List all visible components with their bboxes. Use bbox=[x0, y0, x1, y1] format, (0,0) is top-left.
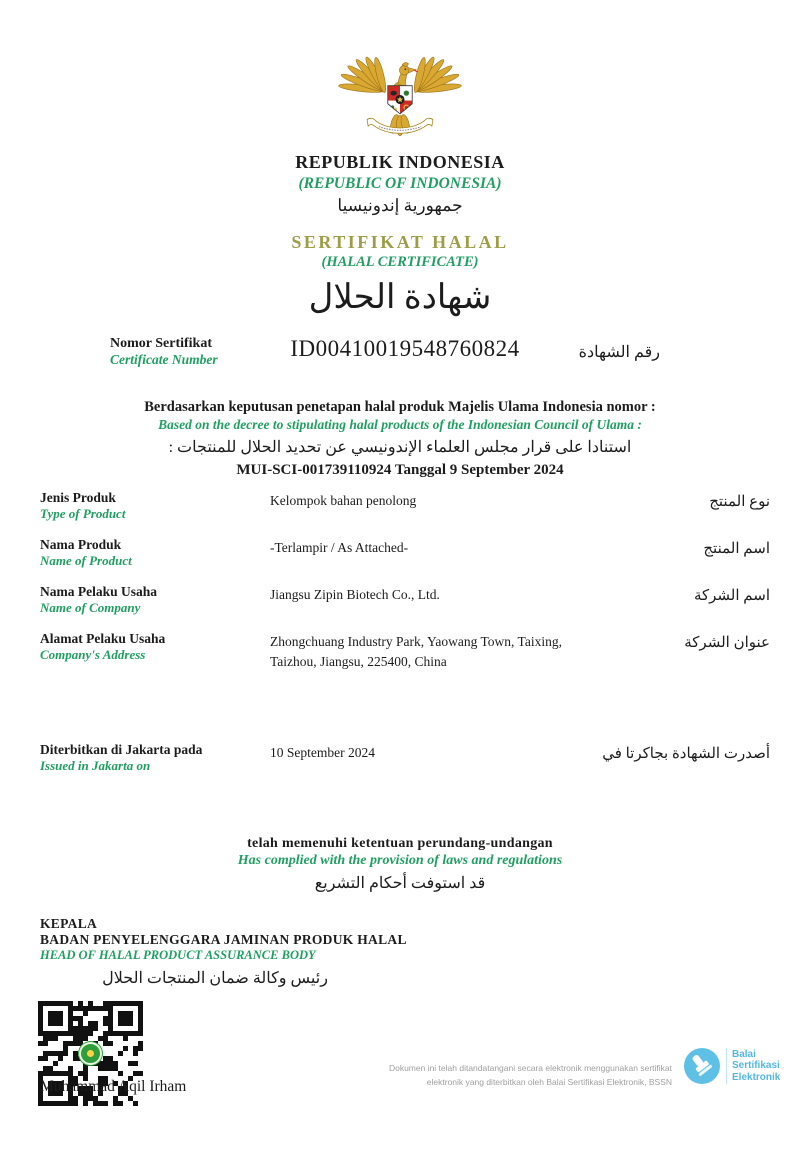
field-label bbox=[40, 631, 270, 671]
country-name: REPUBLIK INDONESIA bbox=[295, 152, 505, 172]
compliance-line-id: telah memenuhi ketentuan perundang-undangan bbox=[247, 836, 553, 851]
field-value: -Terlampir / As Attached- bbox=[270, 540, 409, 555]
field-label-ar: اسم الشركة bbox=[693, 588, 770, 604]
bse-logo-line: Elektronik bbox=[732, 1071, 781, 1083]
certificate-number-value: ID00410019548760824 bbox=[290, 336, 520, 361]
field-row-product-type bbox=[0, 490, 800, 522]
decree-number-line: MUI-SCI-001739110924 Tanggal 9 September 2024 bbox=[236, 462, 564, 478]
decree-line-ar: استنادا على قرار مجلس العلماء الإندونيسي عن تحديد الحلال للمنتجات : bbox=[168, 439, 632, 456]
field-row-company-name bbox=[0, 584, 800, 616]
certificate-title: SERTIFIKAT HALAL bbox=[291, 232, 509, 252]
field-value: Kelompok bahan penolong bbox=[270, 493, 417, 508]
signatory-title-2: BADAN PENYELENGGARA JAMINAN PRODUK HALAL bbox=[40, 932, 407, 947]
halal-logo-in-qr bbox=[79, 1042, 102, 1065]
field-label bbox=[40, 490, 270, 522]
field-label-id: Nama Produk bbox=[40, 537, 122, 552]
certificate-fields bbox=[0, 490, 800, 686]
electronic-signature-disclaimer: Dokumen ini telah ditandatangani secara elektronik menggunakan sertifikat elektronik yang diterbitkan oleh Balai Sertifikasi Elektronik, BSSN bbox=[388, 1063, 672, 1087]
signatory-title-1: KEPALA bbox=[40, 916, 98, 931]
field-label-ar: أصدرت الشهادة بجاكرتا في bbox=[602, 746, 770, 762]
compliance-line-en: Has complied with the provision of laws and regulations bbox=[237, 853, 563, 868]
bse-logo-text bbox=[732, 1049, 780, 1084]
field-row-issued-date bbox=[0, 742, 800, 774]
bse-stamp-icon bbox=[682, 1046, 722, 1086]
issued-row bbox=[0, 742, 800, 789]
decree-line-id: Berdasarkan keputusan penetapan halal produk Majelis Ulama Indonesia nomor : bbox=[144, 399, 656, 415]
field-value: Jiangsu Zipin Biotech Co., Ltd. bbox=[270, 587, 440, 602]
compliance-statement bbox=[0, 836, 800, 893]
field-label bbox=[40, 584, 270, 616]
signatory-block bbox=[40, 916, 460, 988]
certificate-number-label-ar: رقم الشهادة bbox=[578, 344, 660, 361]
field-label-en: Type of Product bbox=[40, 506, 126, 521]
certificate-title-ar: شهادة الحلال bbox=[308, 279, 492, 316]
field-label-id: Diterbitkan di Jakarta pada bbox=[40, 742, 203, 757]
field-value: 10 September 2024 bbox=[270, 745, 375, 760]
country-name-en: (REPUBLIC OF INDONESIA) bbox=[298, 175, 502, 192]
field-label-ar: نوع المنتج bbox=[709, 494, 770, 510]
signatory-name: Muhammad Aqil Irham bbox=[40, 1078, 187, 1095]
field-value: Zhongchuang Industry Park, Yaowang Town, Taixing, Taizhou, Jiangsu, 225400, China bbox=[270, 634, 562, 669]
certificate-header bbox=[0, 40, 800, 316]
logo-divider bbox=[726, 1048, 727, 1084]
field-label-en: Company's Address bbox=[40, 647, 146, 662]
field-label bbox=[40, 742, 270, 774]
certificate-number-label-en: Certificate Number bbox=[110, 352, 218, 367]
field-row-product-name bbox=[0, 537, 800, 569]
signatory-title-ar: رئيس وكالة ضمان المنتجات الحلال bbox=[102, 970, 328, 987]
field-label-en: Name of Product bbox=[40, 553, 132, 568]
decree-line-en: Based on the decree to stipulating halal products of the Indonesian Council of Ulama : bbox=[158, 417, 642, 432]
field-label-id: Alamat Pelaku Usaha bbox=[40, 631, 166, 646]
field-label-id: Jenis Produk bbox=[40, 490, 116, 505]
bse-logo-line: Sertifikasi bbox=[732, 1060, 780, 1072]
country-name-ar: جمهورية إندونيسيا bbox=[337, 196, 463, 215]
field-label-id: Nama Pelaku Usaha bbox=[40, 584, 158, 599]
signatory-title-en: HEAD OF HALAL PRODUCT ASSURANCE BODY bbox=[40, 948, 316, 962]
field-label-ar: اسم المنتج bbox=[703, 541, 770, 557]
decree-statement bbox=[0, 399, 800, 479]
field-label-en: Name of Company bbox=[40, 600, 141, 615]
certificate-title-en: (HALAL CERTIFICATE) bbox=[321, 254, 479, 270]
garuda-pancasila-emblem bbox=[336, 40, 464, 142]
field-row-company-address bbox=[0, 631, 800, 671]
balai-sertifikasi-elektronik-logo bbox=[682, 1046, 780, 1086]
certificate-number-label-id: Nomor Sertifikat bbox=[110, 336, 212, 351]
field-label bbox=[40, 537, 270, 569]
field-label-en: Issued in Jakarta on bbox=[40, 758, 151, 773]
field-label-ar: عنوان الشركة bbox=[684, 635, 770, 651]
compliance-line-ar: قد استوفت أحكام التشريع bbox=[314, 875, 486, 892]
bse-logo-line: Balai bbox=[732, 1048, 756, 1060]
certificate-number-label bbox=[110, 336, 218, 368]
